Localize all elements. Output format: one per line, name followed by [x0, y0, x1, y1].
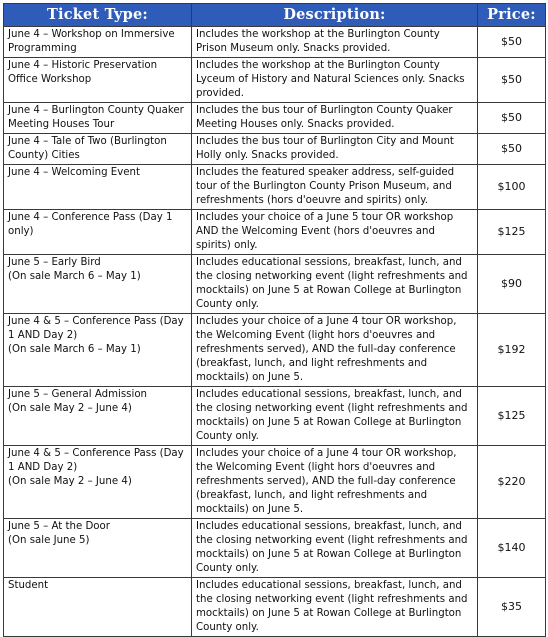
ticket-type-text: June 5 – Early Bird — [8, 257, 101, 268]
header-ticket-type: Ticket Type: — [4, 4, 192, 27]
description-cell: Includes educational sessions, breakfast, lunch, and the closing networking event (light refreshments and mocktails) on June 5 at Rowan College at Burlington County only. — [192, 387, 478, 446]
ticket-type-text: June 4 & 5 – Conference Pass (Day 1 AND Day 2) — [8, 448, 184, 473]
table-row — [4, 314, 546, 387]
ticket-type-cell — [4, 578, 192, 637]
ticket-type-text: June 5 – General Admission — [8, 389, 148, 400]
price-cell: $220 — [478, 446, 546, 519]
ticket-type-text: (On sale March 6 – May 1) — [8, 344, 141, 355]
ticket-type-text: June 4 – Tale of Two (Burlington County) Cities — [8, 136, 167, 161]
table-row — [4, 27, 546, 58]
price-cell: $125 — [478, 387, 546, 446]
table-row — [4, 58, 546, 103]
ticket-type-cell — [4, 134, 192, 165]
ticket-type-cell — [4, 519, 192, 578]
ticket-type-text: June 5 – At the Door — [8, 521, 110, 532]
ticket-type-cell — [4, 27, 192, 58]
header-row — [4, 4, 546, 27]
ticket-type-text: June 4 & 5 – Conference Pass (Day 1 AND Day 2) — [8, 316, 184, 341]
table-row — [4, 134, 546, 165]
ticket-type-text: June 4 – Historic Preservation Office Workshop — [8, 60, 158, 85]
ticket-type-text: (On sale May 2 – June 4) — [8, 476, 132, 487]
table-row — [4, 210, 546, 255]
ticket-type-cell — [4, 165, 192, 210]
price-cell: $140 — [478, 519, 546, 578]
price-cell: $50 — [478, 134, 546, 165]
table-header — [4, 4, 546, 27]
description-cell: Includes educational sessions, breakfast, lunch, and the closing networking event (light refreshments and mocktails) on June 5 at Rowan College at Burlington County only. — [192, 255, 478, 314]
ticket-pricing-table — [3, 3, 546, 637]
table-row — [4, 103, 546, 134]
ticket-type-cell — [4, 446, 192, 519]
table-row — [4, 387, 546, 446]
ticket-type-text: (On sale March 6 – May 1) — [8, 271, 141, 282]
description-cell: Includes your choice of a June 4 tour OR workshop, the Welcoming Event (light hors d'oeuvres and refreshments served), AND the full-day conference (breakfast, lunch, and light refreshments and mocktails) on June 5. — [192, 314, 478, 387]
price-cell: $100 — [478, 165, 546, 210]
ticket-type-text: Student — [8, 580, 49, 591]
table-row — [4, 255, 546, 314]
ticket-type-text: (On sale June 5) — [8, 535, 90, 546]
ticket-type-cell — [4, 255, 192, 314]
description-cell: Includes the featured speaker address, self-guided tour of the Burlington County Prison Museum, and refreshments (hors d'oeuvre and spirits) only. — [192, 165, 478, 210]
ticket-type-cell — [4, 103, 192, 134]
ticket-type-text: June 4 – Burlington County Quaker Meeting Houses Tour — [8, 105, 184, 130]
ticket-type-cell — [4, 387, 192, 446]
ticket-type-cell — [4, 314, 192, 387]
price-cell: $50 — [478, 58, 546, 103]
header-description: Description: — [192, 4, 478, 27]
description-cell: Includes educational sessions, breakfast, lunch, and the closing networking event (light refreshments and mocktails) on June 5 at Rowan College at Burlington County only. — [192, 519, 478, 578]
description-cell: Includes the workshop at the Burlington County Prison Museum only. Snacks provided. — [192, 27, 478, 58]
description-cell: Includes your choice of a June 5 tour OR workshop AND the Welcoming Event (hors d'oeuvres and spirits) only. — [192, 210, 478, 255]
table-body — [4, 27, 546, 637]
table-row — [4, 446, 546, 519]
description-cell: Includes the workshop at the Burlington County Lyceum of History and Natural Sciences only. Snacks provided. — [192, 58, 478, 103]
ticket-type-text: June 4 – Workshop on Immersive Programming — [8, 29, 175, 54]
description-cell: Includes your choice of a June 4 tour OR workshop, the Welcoming Event (light hors d'oeuvres and refreshments served), AND the full-day conference (breakfast, lunch, and light refreshments and mocktails) on June 5. — [192, 446, 478, 519]
price-cell: $50 — [478, 27, 546, 58]
table-row — [4, 578, 546, 637]
description-cell: Includes the bus tour of Burlington County Quaker Meeting Houses only. Snacks provided. — [192, 103, 478, 134]
ticket-type-cell — [4, 58, 192, 103]
ticket-type-text: June 4 – Welcoming Event — [8, 167, 140, 178]
table-row — [4, 519, 546, 578]
price-cell: $192 — [478, 314, 546, 387]
price-cell: $90 — [478, 255, 546, 314]
table-row — [4, 165, 546, 210]
price-cell: $50 — [478, 103, 546, 134]
ticket-type-cell — [4, 210, 192, 255]
price-cell: $125 — [478, 210, 546, 255]
ticket-type-text: June 4 – Conference Pass (Day 1 only) — [8, 212, 173, 237]
price-cell: $35 — [478, 578, 546, 637]
description-cell: Includes the bus tour of Burlington City and Mount Holly only. Snacks provided. — [192, 134, 478, 165]
ticket-type-text: (On sale May 2 – June 4) — [8, 403, 132, 414]
header-price: Price: — [478, 4, 546, 27]
description-cell: Includes educational sessions, breakfast, lunch, and the closing networking event (light refreshments and mocktails) on June 5 at Rowan College at Burlington County only. — [192, 578, 478, 637]
